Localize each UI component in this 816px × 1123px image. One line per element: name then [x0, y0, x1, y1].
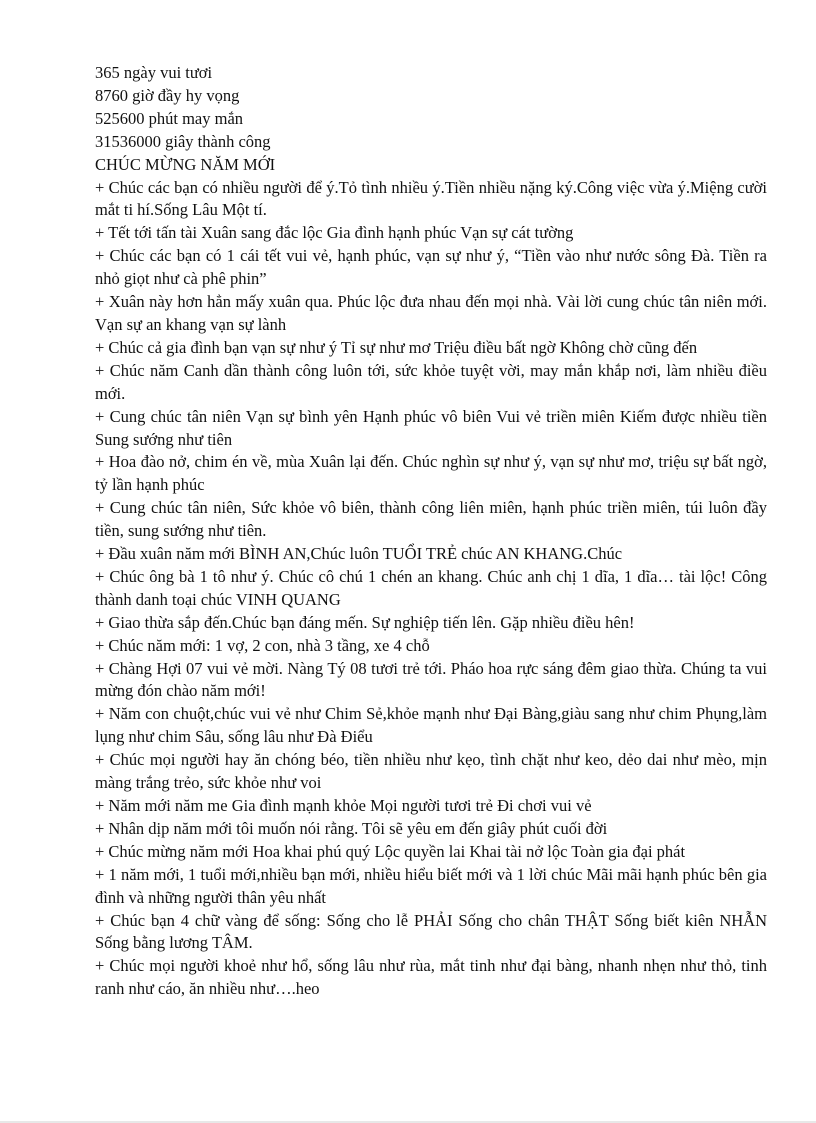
wish-paragraph: + Chúc các bạn có 1 cái tết vui vẻ, hạnh phúc, vạn sự như ý, “Tiền vào như nước sông Đà. Tiền ra nhỏ giọt như cà phê phin”	[95, 246, 767, 289]
wish-paragraph: + Năm mới năm me Gia đình mạnh khỏe Mọi người tươi trẻ Đi chơi vui vẻ	[95, 796, 592, 815]
intro-line: 31536000 giây thành công	[95, 131, 271, 151]
wish-paragraph: + Tết tới tấn tài Xuân sang đắc lộc Gia đình hạnh phúc Vạn sự cát tường	[95, 223, 574, 243]
wish-paragraph: + Chúc năm Canh dần thành công luôn tới, sức khỏe tuyệt vời, may mắn khắp nơi, làm nhiều điều mới.	[95, 360, 767, 403]
wish-paragraph: + Chúc bạn 4 chữ vàng để sống: Sống cho lễ PHẢI Sống cho chân THẬT Sống biết kiên NHẪN Sống bằng lương TÂM.	[95, 910, 767, 953]
wish-paragraph: + Xuân này hơn hẳn mấy xuân qua. Phúc lộc đưa nhau đến mọi nhà. Vài lời cung chúc tân niên mới. Vạn sự an khang vạn sự lành	[95, 292, 767, 334]
wish-paragraph: + Cung chúc tân niên, Sức khỏe vô biên, thành công liên miên, hạnh phúc triền miên, túi luôn đầy tiền, sung sướng như tiên.	[95, 498, 767, 541]
document-page	[95, 62, 767, 1001]
heading: CHÚC MỪNG NĂM MỚI	[95, 154, 276, 174]
intro-line: 8760 giờ đầy hy vọng	[95, 85, 240, 105]
wish-paragraph: + Chàng Hợi 07 vui vẻ mời. Nàng Tý 08 tươi trẻ tới. Pháo hoa rực sáng đêm giao thừa. Chúng ta vui mừng đón chào năm mới!	[95, 658, 767, 701]
wish-paragraph: + 1 năm mới, 1 tuổi mới,nhiều bạn mới, nhiều hiểu biết mới và 1 lời chúc Mãi mãi hạnh phúc bên gia đình và những người thân yêu nhất	[95, 864, 767, 907]
wish-paragraph: + Chúc năm mới: 1 vợ, 2 con, nhà 3 tầng, xe 4 chỗ	[95, 635, 430, 655]
wish-paragraph: + Đầu xuân năm mới BÌNH AN,Chúc luôn TUỔI TRẺ chúc AN KHANG.Chúc	[95, 544, 623, 564]
wish-paragraph: + Chúc mọi người khoẻ như hổ, sống lâu như rùa, mắt tinh như đại bàng, nhanh nhẹn như thỏ, tinh ranh như cáo, ăn nhiều như….heo	[95, 956, 767, 999]
wish-paragraph: + Chúc ông bà 1 tô như ý. Chúc cô chú 1 chén an khang. Chúc anh chị 1 dĩa, 1 dĩa… tài lộc! Công thành danh toại chúc VINH QUANG	[95, 566, 767, 609]
wish-paragraph: + Chúc các bạn có nhiều người để ý.Tỏ tình nhiều ý.Tiền nhiều nặng ký.Công việc vừa ý.Miệng cười mắt ti hí.Sống Lâu Một tí.	[95, 177, 767, 220]
wish-paragraph: + Giao thừa sắp đến.Chúc bạn đáng mến. Sự nghiệp tiến lên. Gặp nhiều điều hên!	[95, 612, 635, 632]
wish-paragraph: + Năm con chuột,chúc vui vẻ như Chim Sẻ,khỏe mạnh như Đại Bàng,giàu sang như chim Phụng,làm lụng như chim Sâu, sống lâu như Đà Điểu	[95, 704, 767, 747]
wish-paragraph: + Hoa đào nở, chim én về, mùa Xuân lại đến. Chúc nghìn sự như ý, vạn sự như mơ, triệu sự bất ngờ, tỷ lần hạnh phúc	[95, 452, 767, 495]
wish-paragraph: + Chúc mọi người hay ăn chóng béo, tiền nhiều như kẹo, tình chặt như keo, dẻo dai như mèo, mịn màng trắng trẻo, sức khỏe như voi	[95, 750, 767, 793]
wish-paragraph: + Nhân dịp năm mới tôi muốn nói rằng. Tôi sẽ yêu em đến giây phút cuối đời	[95, 818, 608, 838]
wish-paragraph: + Chúc mừng năm mới Hoa khai phú quý Lộc quyền lai Khai tài nở lộc Toàn gia đại phát	[95, 841, 686, 861]
wish-paragraph: + Chúc cả gia đình bạn vạn sự như ý Tỉ sự như mơ Triệu điều bất ngờ Không chờ cũng đến	[95, 337, 698, 357]
wish-paragraph: + Cung chúc tân niên Vạn sự bình yên Hạnh phúc vô biên Vui vẻ triền miên Kiếm được nhiều tiền Sung sướng như tiên	[95, 406, 767, 449]
intro-line: 525600 phút may mắn	[95, 108, 244, 128]
intro-line: 365 ngày vui tươi	[95, 63, 213, 82]
